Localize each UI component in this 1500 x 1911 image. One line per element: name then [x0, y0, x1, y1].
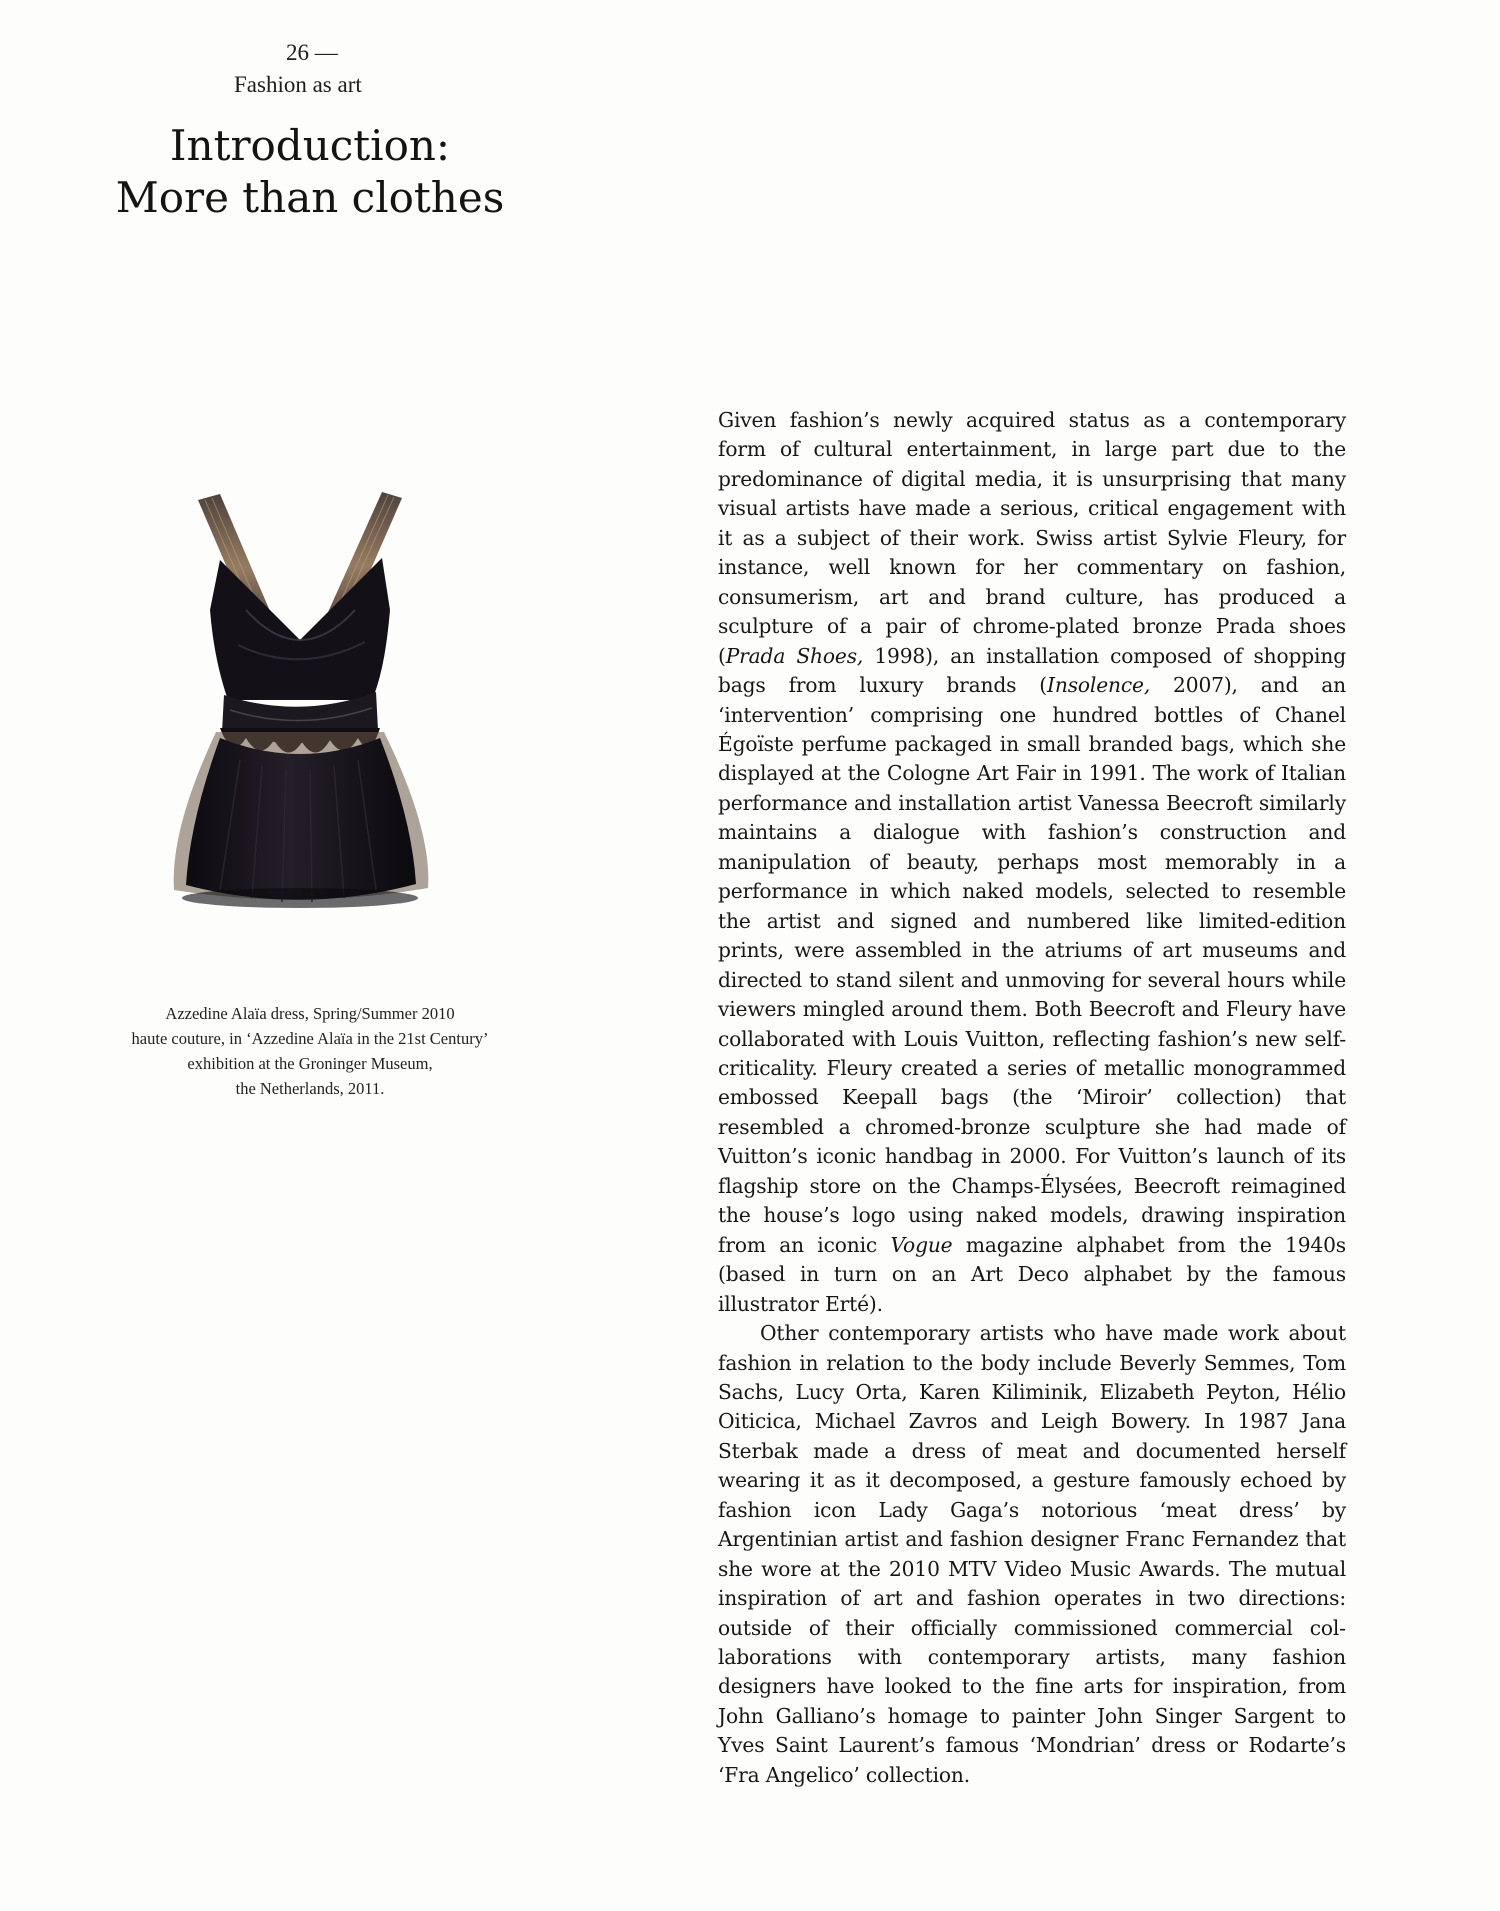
italic-title: Prada Shoes, [725, 643, 864, 668]
chapter-title [60, 120, 560, 224]
dress-photograph [150, 470, 450, 940]
text-run: magazine alphabet from the 1940s (based in turn on an Art Deco alphabet by the famous illustrator Erté). [718, 1232, 1347, 1316]
italic-title: Insolence, [1047, 673, 1151, 698]
paragraph-1 [718, 406, 1346, 1319]
chapter-title-line-1: Introduction: [169, 121, 451, 170]
page-number: 26 — [286, 40, 338, 65]
dress-illustration [150, 470, 450, 940]
chapter-title-line-2: More than clothes [115, 173, 505, 222]
bodice [210, 558, 390, 700]
italic-title: Vogue [890, 1232, 953, 1257]
body-text [718, 406, 1346, 1790]
figure-caption [80, 1001, 540, 1101]
caption-line: Azzedine Alaïa dress, Spring/Summer 2010 [165, 1004, 455, 1023]
paragraph-2: Other contemporary artists who have made work about fashion in relation to the body include Beverly Semmes, Tom Sachs, Lucy Orta, Karen Kiliminik, Elizabeth Peyton, Hélio Oiticica, Michael Zavros and Leigh Bowery. In 1987 Jana Sterbak made a dress of meat and documented herself wearing it as it decomposed, a gesture famously echoed by fashion icon Lady Gaga’s notorious ‘meat dress’ by Argentinian artist and fashion designer Franc Fernandez that she wore at the 2010 MTV Video Music Awards. The mutual inspiration of art and fashion operates in two directions: outside of their officially commissioned commercial collaborations with contemporary artists, many fashion designers have looked to the fine arts for inspiration, from John Galliano’s homage to painter John Singer Sargent to Yves Saint Laurent’s famous ‘Mondrian’ dress or Rodarte’s ‘Fra Angelico’ collection. [718, 1321, 1346, 1787]
text-run: 2007), and an ‘intervention’ comprising one hundred bottles of Chanel Égoïste perfume packaged in small branded bags, which she displayed at the Cologne Art Fair in 1991. The work of Italian performance and installation artist Vanessa Beecroft similarly maintains a dialogue with fashion’s construction and manipulation of beauty, perhaps most memorably in a performance in which naked models, selected to resemble the artist and signed and numbered like limited-edition prints, were assembled in the atriums of art museums and directed to stand silent and unmoving for several hours while viewers mingled around them. Both Beecroft and Fleury have collaborated with Louis Vuitton, reflecting fashion’s new self-criticality. Fleury created a series of metallic monogrammed embossed Keepall bags (the ‘Miroir’ collection) that resembled a chromed-bronze sculpture she had made of Vuitton’s iconic handbag in 2000. For Vuitton’s launch of its flagship store on the Champs-Élysées, Beecroft reimagined the house’s logo using naked models, drawing inspiration from an iconic [718, 673, 1346, 1257]
section-label: Fashion as art [234, 72, 362, 97]
caption-line: exhibition at the Groninger Museum, [187, 1054, 433, 1073]
caption-line: the Netherlands, 2011. [235, 1079, 385, 1098]
caption-line: haute couture, in ‘Azzedine Alaïa in the 21st Century’ [131, 1029, 489, 1048]
skirt [186, 738, 416, 900]
text-run: 1998), an installation composed of shopping bags from luxury brands ( [718, 643, 1346, 698]
text-run: Given fashion’s newly acquired status as a contemporary form of cultural entertainment, in large part due to the predominance of digital media, it is unsurprising that many visual artists have made a serious, critical engagement with it as a subject of their work. Swiss artist Sylvie Fleury, for instance, well known for her commentary on fashion, consumerism, art and brand culture, has produced a sculpture of a pair of chrome-plated bronze Prada shoes ( [718, 408, 1346, 668]
